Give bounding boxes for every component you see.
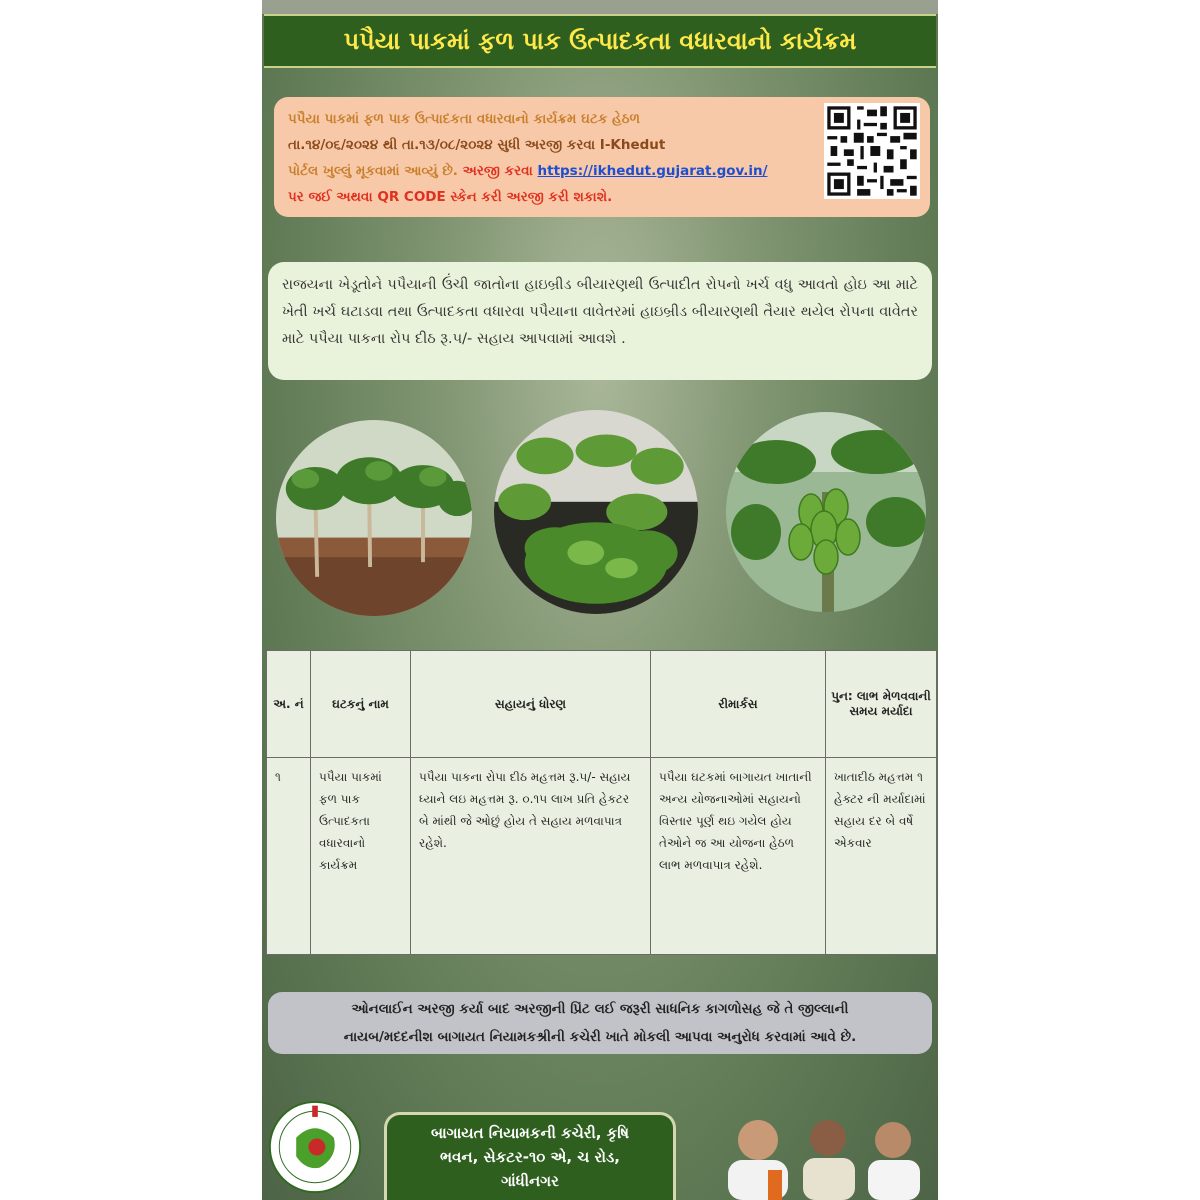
cell-component-name: પપૈયા પાકમાં ફળ પાક ઉત્પાદકતા વધારવાનો કાર્યક્રમ (311, 758, 411, 955)
header-remarks: રીમાર્કસ (651, 651, 826, 758)
header-component-name: ઘટકનું નામ (311, 651, 411, 758)
papaya-seedlings-photo (494, 410, 698, 614)
application-notice (274, 97, 930, 217)
page-title: પપૈયા પાકમાં ફળ પાક ઉત્પાદકતા વધારવાનો કાર્યક્રમ (264, 14, 936, 68)
top-strip (262, 0, 938, 14)
instruction-line-2: નાયબ/મદદનીશ બાગાયત નિયામકશ્રીની કચેરી ખાતે મોકલી આપવા અનુરોધ કરવામાં આવે છે. (343, 1029, 857, 1045)
address-line-3: ગાંધીનગર (501, 1172, 559, 1190)
ikhedut-link[interactable]: https://ikhedut.gujarat.gov.in/ (537, 163, 768, 179)
notice-line-4: પર જઈ અથવા QR CODE સ્કેન કરી અરજી કરી શકાશે. (288, 189, 613, 205)
notice-line-1: પપૈયા પાકમાં ફળ પાક ઉત્પાદકતા વધારવાનો કાર્યક્રમ ઘટક હેઠળ (288, 111, 641, 127)
notice-line-2: તા.૧૪/૦૬/૨૦૨૪ થી તા.૧૩/૦૮/૨૦૨૪ સુધી અરજી કરવા I-Khedut (288, 137, 666, 153)
cell-assistance-norm: પપૈયા પાકના રોપા દીઠ મહત્તમ રૂ.૫/- સહાય ધ્યાને લઇ મહત્તમ રૂ. ૦.૧૫ લાખ પ્રતિ હેકટર બે માંથી જે ઓછું હોય તે સહાય મળવાપાત્ર રહેશે. (411, 758, 651, 955)
submission-instruction (268, 992, 932, 1054)
notice-apply-text: અરજી કરવા (462, 163, 533, 179)
header-time-limit: પુન: લાભ મેળવવાની સમય મર્યાદા (826, 651, 937, 758)
leaders-photo (708, 1100, 934, 1200)
qr-code-icon[interactable] (824, 103, 920, 199)
scheme-table (266, 650, 937, 955)
poster (262, 0, 938, 1200)
address-line-2: ભવન, સેકટર-૧૦ એ, ચ રોડ, (440, 1148, 620, 1166)
papaya-field-photo (276, 420, 472, 616)
address-line-1: બાગાયત નિયામકની કચેરી, કૃષિ (430, 1124, 630, 1142)
header-serial-number: અ. નં (267, 651, 311, 758)
table-header-row (267, 651, 937, 758)
instruction-line-1: ઓનલાઈન અરજી કર્યા બાદ અરજીની પ્રિંટ લઈ જરૂરી સાધનિક કાગળોસહ જે તે જીલ્લાની (351, 1001, 849, 1017)
cell-remarks: પપૈયા ઘટકમાં બાગાયત ખાતાની અન્ય યોજનાઓમાં સહાયનો વિસ્તાર પૂર્ણ થઇ ગયેલ હોય તેઓને જ આ યોજના હેઠળ લાભ મળવાપાત્ર રહેશે. (651, 758, 826, 955)
cell-serial-number: ૧ (267, 758, 311, 955)
cell-time-limit: ખાતાદીઠ મહત્તમ ૧ હેક્ટર ની મર્યાદામાં સહાય દર બે વર્ષે એકવાર (826, 758, 937, 955)
horticulture-department-logo (268, 1100, 362, 1194)
notice-line-3: પોર્ટલ ખુલ્લું મૂકવામાં આવ્યું છે. (288, 163, 458, 179)
office-address (384, 1112, 676, 1200)
subsidy-info-box (268, 262, 932, 380)
subsidy-info-text: રાજયના ખેડૂતોને પપૈયાની ઉંચી જાતોના હાઇબ્રીડ બીયારણથી ઉત્પાદીત રોપનો ખર્ચ વધુ આવતો હોઇ આ માટે ખેતી ખર્ચ ઘટાડવા તથા ઉત્પાદકતા વધારવા પપૈયાના વાવેતરમાં હાઇબ્રીડ બીયારણથી તૈયાર થયેલ રોપના વાવેતર માટે પપૈયા પાકના રોપ દીઠ રૂ.૫/- સહાય આપવામાં આવશે . (282, 277, 918, 347)
header-assistance-norm: સહાયનું ધોરણ (411, 651, 651, 758)
papaya-fruit-photo (726, 412, 926, 612)
table-row (267, 758, 937, 955)
